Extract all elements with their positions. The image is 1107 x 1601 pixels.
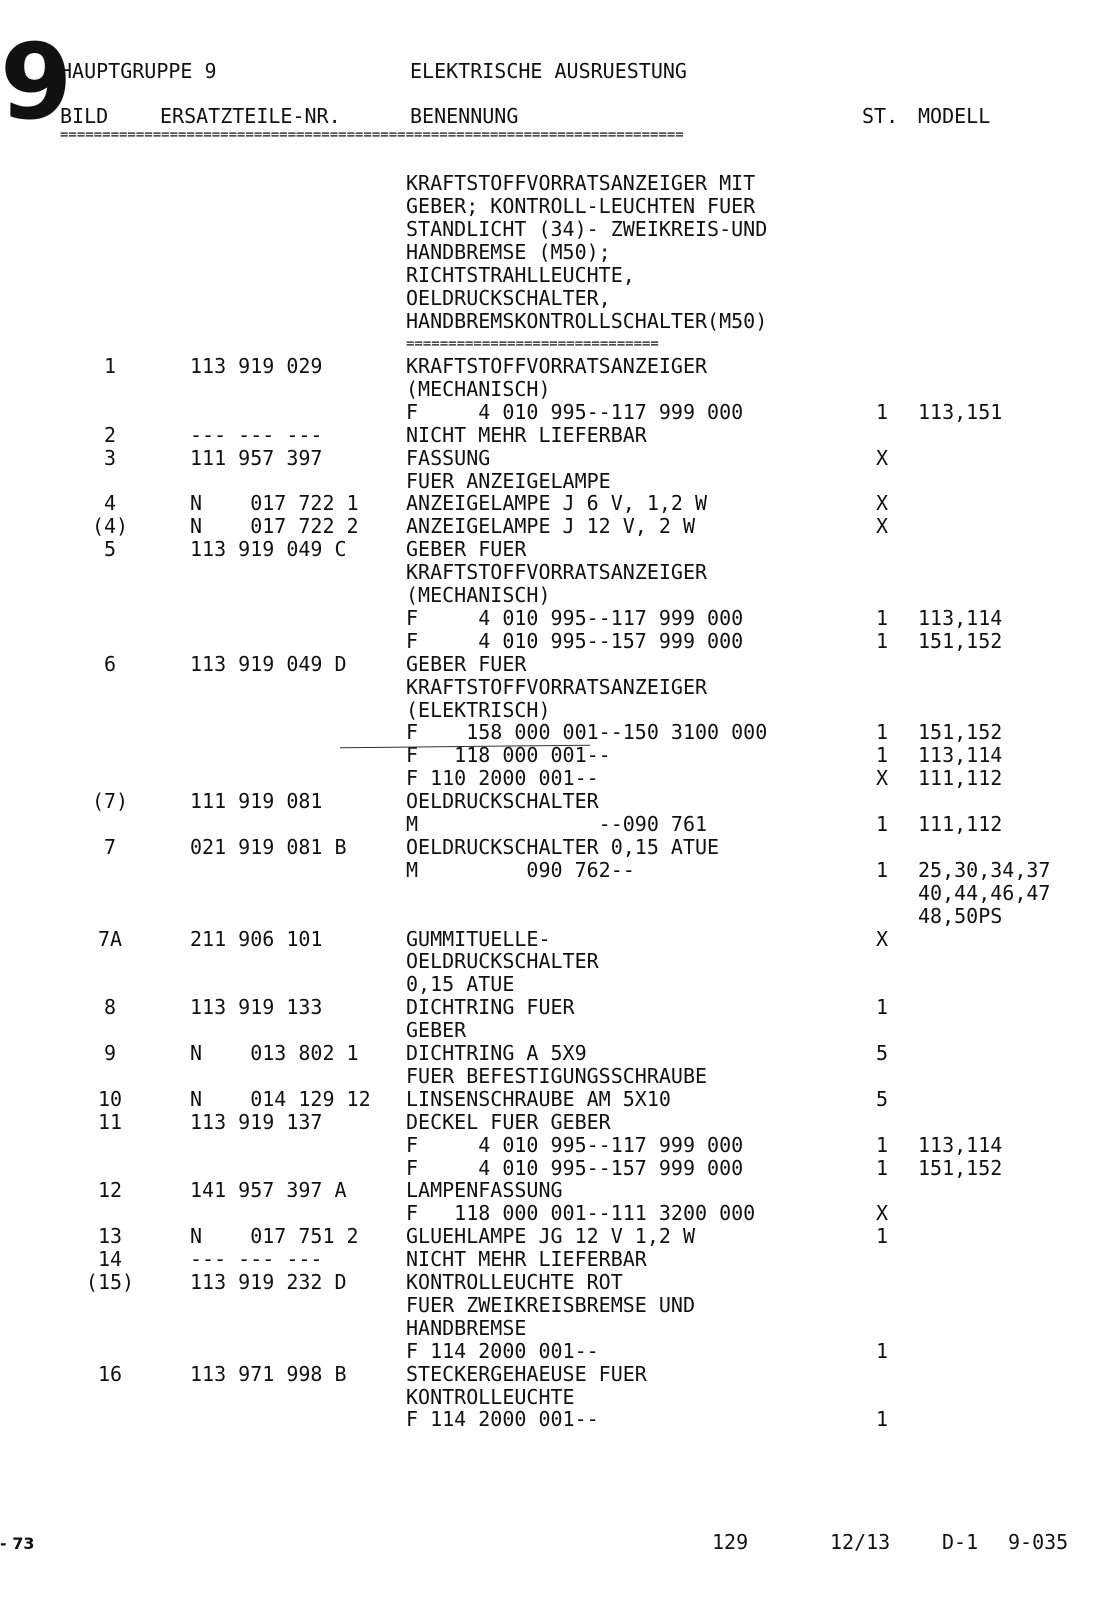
description-cell: F 4 010 995--117 999 000 [406,1132,744,1157]
quantity-cell: 1 [875,1224,889,1249]
footer-left: - 73 [0,1534,35,1553]
bild-cell: 6 [103,651,117,676]
part-number-cell: N 014 129 12 [190,1086,371,1111]
quantity-cell: 1 [875,1407,889,1432]
section-number: 9 [0,21,69,143]
description-cell: OELDRUCKSCHALTER [406,949,599,974]
description-cell: ANZEIGELAMPE J 6 V, 1,2 W [406,491,708,516]
bild-cell: (15) [85,1270,135,1294]
description-cell: DECKEL FUER GEBER [406,1109,611,1134]
description-cell: F 158 000 001--150 3100 000 [406,720,768,745]
bild-cell: 12 [97,1178,123,1203]
quantity-cell: 1 [875,628,889,653]
intro-line: RICHTSTRAHLLEUCHTE, [406,263,635,287]
description-cell: F 4 010 995--157 999 000 [406,1155,744,1180]
description-cell: F 110 2000 001-- [406,766,599,791]
model-cell: 113,151 [918,399,1003,424]
description-cell: NICHT MEHR LIEFERBAR [406,422,647,447]
part-number-cell: 113 919 029 [190,354,323,378]
bild-cell: 16 [97,1361,123,1386]
part-number-cell: 113 919 049 C [190,537,347,562]
description-cell: GLUEHLAMPE JG 12 V 1,2 W [406,1224,695,1249]
bild-cell: 10 [97,1086,123,1111]
description-cell: FUER ANZEIGELAMPE [406,468,611,493]
quantity-cell: 1 [875,1338,889,1363]
model-cell: 151,152 [918,628,1003,653]
description-cell: OELDRUCKSCHALTER 0,15 ATUE [406,834,720,859]
bild-cell: 14 [97,1247,123,1272]
footer-date: 12/13 [830,1530,891,1554]
intro-underline: ============================== [406,337,659,351]
description-cell: FASSUNG [406,445,491,470]
part-number-cell: 113 971 998 B [190,1361,347,1386]
description-cell: KRAFTSTOFFVORRATSANZEIGER [406,354,708,378]
part-number-cell: N 013 802 1 [190,1041,359,1065]
bild-cell: 5 [103,537,117,562]
quantity-cell: 1 [875,1132,889,1157]
footer-code: D-1 [942,1530,979,1554]
description-cell: GEBER FUER [406,651,527,676]
part-number-cell: N 017 722 1 [190,491,359,516]
model-cell: 113,114 [918,1132,1003,1157]
part-number-cell: 111 919 081 [190,789,323,814]
quantity-cell: X [875,1201,889,1226]
part-number-cell: 021 919 081 B [190,834,347,859]
column-header-modell: MODELL [918,104,991,128]
column-header-nr: ERSATZTEILE-NR. [160,104,341,128]
description-cell: LAMPENFASSUNG [406,1178,563,1203]
footer-ref: 9-035 [1008,1530,1069,1554]
bild-cell: 7A [97,926,123,951]
quantity-cell: 5 [875,1086,889,1111]
intro-line: HANDBREMSE (M50); [406,240,611,264]
model-cell: 113,114 [918,605,1003,630]
description-cell: GEBER FUER [406,537,527,562]
description-cell: M 090 762-- [406,857,635,882]
bild-cell: (7) [91,789,129,814]
bild-cell: 1 [103,354,117,378]
model-cell: 25,30,34,37 [918,857,1051,882]
bild-cell: 4 [103,491,117,516]
part-number-cell: --- --- --- [190,422,323,447]
description-cell: F 118 000 001-- [406,743,611,768]
bild-cell: 2 [103,422,117,447]
bild-cell: 8 [103,995,117,1020]
part-number-cell: N 017 722 2 [190,514,359,539]
model-cell: 111,112 [918,766,1003,791]
quantity-cell: 1 [875,857,889,882]
bild-cell: (4) [91,514,129,539]
header-separator: ========================================================================== [60,128,684,142]
part-number-cell: 113 919 049 D [190,651,347,676]
part-number-cell: 113 919 137 [190,1109,323,1134]
part-number-cell: 111 957 397 [190,445,323,470]
intro-line: GEBER; KONTROLL-LEUCHTEN FUER [406,194,756,218]
description-cell: DICHTRING A 5X9 [406,1041,587,1065]
bild-cell: 7 [103,834,117,859]
description-cell: F 118 000 001--111 3200 000 [406,1201,756,1226]
part-number-cell: 141 957 397 A [190,1178,347,1203]
description-cell: GUMMITUELLE- [406,926,551,951]
quantity-cell: 1 [875,605,889,630]
description-cell: LINSENSCHRAUBE AM 5X10 [406,1086,671,1111]
description-cell: F 4 010 995--157 999 000 [406,628,744,653]
part-number-cell: 113 919 232 D [190,1270,347,1294]
description-cell: STECKERGEHAEUSE FUER [406,1361,647,1386]
column-header-st: ST. [862,104,899,128]
bild-cell: 11 [97,1109,123,1134]
part-number-cell: 211 906 101 [190,926,323,951]
intro-line: KRAFTSTOFFVORRATSANZEIGER MIT [406,171,756,195]
description-cell: (ELEKTRISCH) [406,697,551,722]
bild-cell: 3 [103,445,117,470]
description-cell: FUER BEFESTIGUNGSSCHRAUBE [406,1063,708,1088]
intro-line: OELDRUCKSCHALTER, [406,286,611,310]
description-cell: KRAFTSTOFFVORRATSANZEIGER [406,674,708,699]
description-cell: FUER ZWEIKREISBREMSE UND [406,1292,695,1317]
model-cell: 40,44,46,47 [918,880,1051,905]
part-number-cell: N 017 751 2 [190,1224,359,1249]
description-cell: ANZEIGELAMPE J 12 V, 2 W [406,514,695,539]
description-cell: DICHTRING FUER [406,995,575,1020]
description-cell: F 114 2000 001-- [406,1407,599,1432]
model-cell: 151,152 [918,720,1003,745]
description-cell: (MECHANISCH) [406,583,551,607]
description-cell: HANDBREMSE [406,1315,527,1340]
description-cell: GEBER [406,1018,467,1043]
description-cell: OELDRUCKSCHALTER [406,789,599,814]
quantity-cell: X [875,445,889,470]
section-title: ELEKTRISCHE AUSRUESTUNG [410,59,687,83]
part-number-cell: 113 919 133 [190,995,323,1020]
quantity-cell: X [875,514,889,539]
description-cell: F 4 010 995--117 999 000 [406,399,744,424]
quantity-cell: 1 [875,743,889,768]
description-cell: KONTROLLEUCHTE [406,1384,575,1409]
description-cell: KONTROLLEUCHTE ROT [406,1270,623,1294]
bild-cell: 9 [103,1041,117,1065]
intro-line: HANDBREMSKONTROLLSCHALTER(M50) [406,309,768,333]
quantity-cell: X [875,491,889,516]
quantity-cell: 5 [875,1041,889,1065]
model-cell: 111,112 [918,812,1003,836]
part-number-cell: --- --- --- [190,1247,323,1272]
bild-cell: 13 [97,1224,123,1249]
model-cell: 151,152 [918,1155,1003,1180]
description-cell: (MECHANISCH) [406,376,551,401]
quantity-cell: X [875,766,889,791]
description-cell: NICHT MEHR LIEFERBAR [406,1247,647,1272]
quantity-cell: 1 [875,399,889,424]
description-cell: F 4 010 995--117 999 000 [406,605,744,630]
model-cell: 48,50PS [918,903,1003,928]
group-label: HAUPTGRUPPE 9 [60,59,217,83]
description-cell: KRAFTSTOFFVORRATSANZEIGER [406,560,708,585]
description-cell: F 114 2000 001-- [406,1338,599,1363]
intro-line: STANDLICHT (34)- ZWEIKREIS-UND [406,217,768,241]
quantity-cell: 1 [875,1155,889,1180]
footer-page: 129 [712,1530,749,1554]
quantity-cell: 1 [875,812,889,836]
description-cell: M --090 761 [406,812,708,836]
model-cell: 113,114 [918,743,1003,768]
description-cell: 0,15 ATUE [406,972,515,997]
quantity-cell: 1 [875,720,889,745]
column-header-benennung: BENENNUNG [410,104,519,128]
column-header-bild: BILD [60,104,109,128]
quantity-cell: 1 [875,995,889,1020]
quantity-cell: X [875,926,889,951]
